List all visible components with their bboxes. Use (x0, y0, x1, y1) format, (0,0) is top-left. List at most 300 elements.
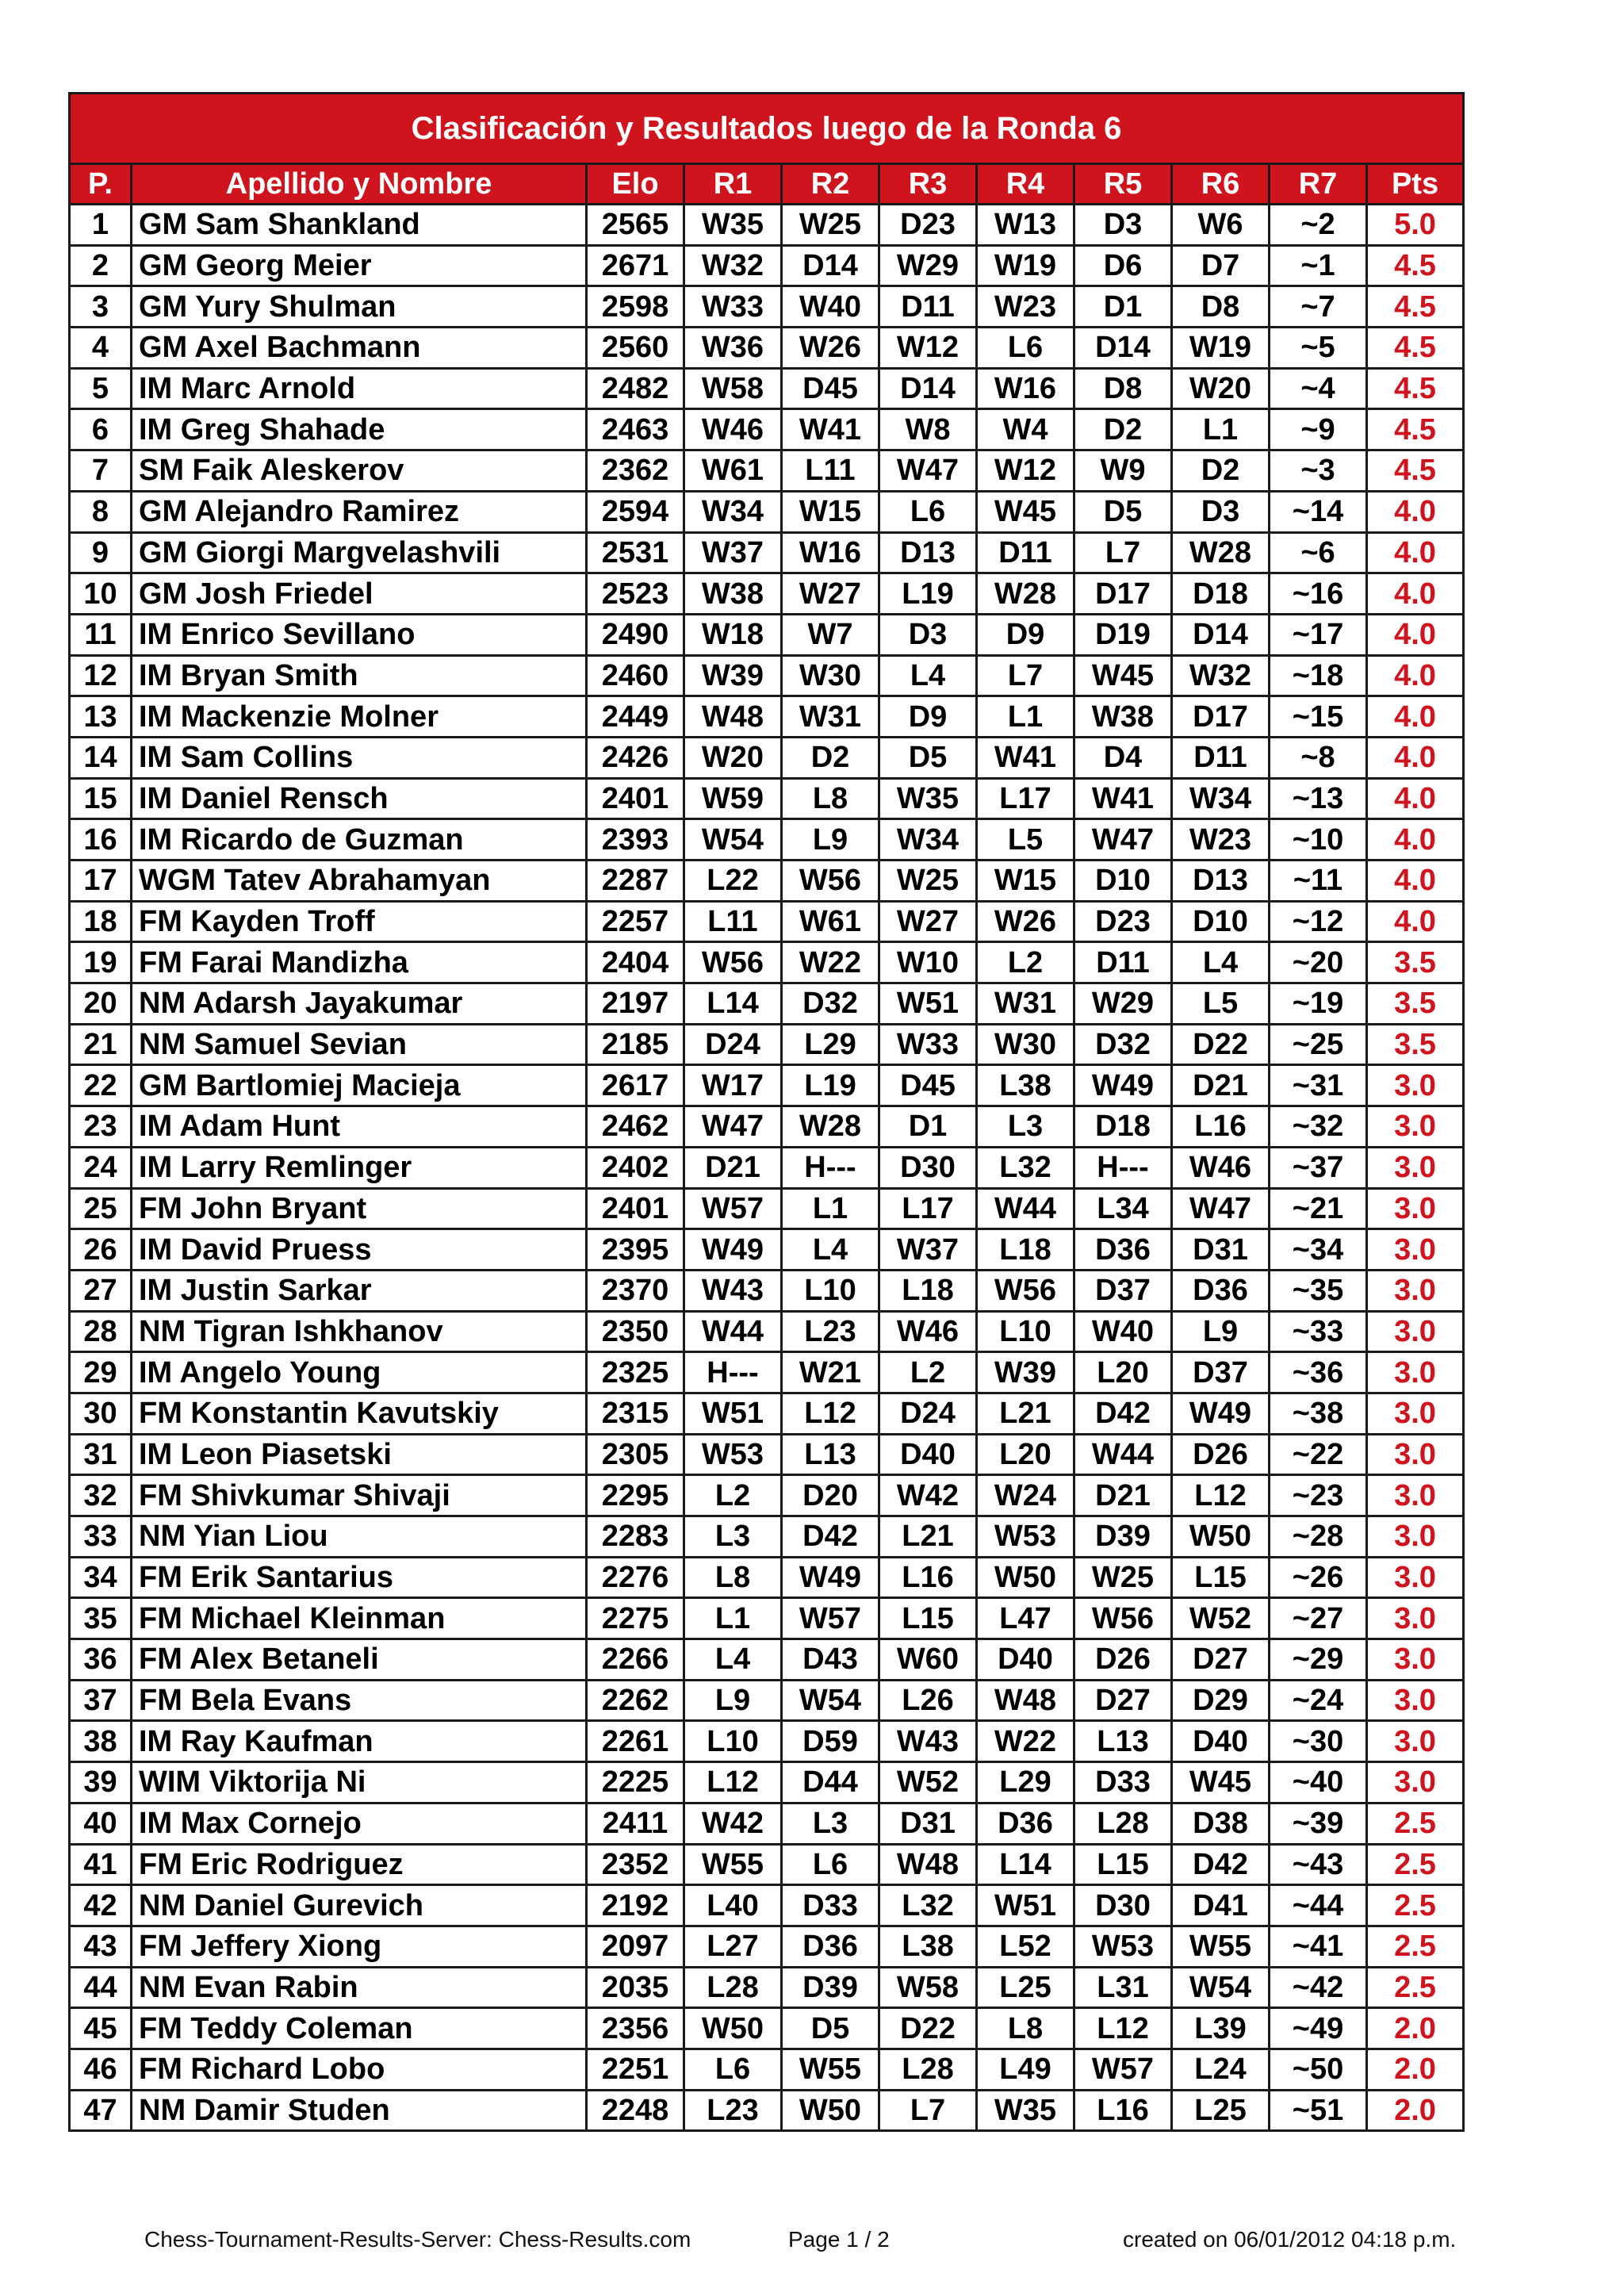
table-row (70, 1844, 1464, 1885)
table-row (70, 368, 1464, 409)
cell-round-4: L25 (977, 1967, 1074, 2008)
cell-position: 37 (70, 1680, 132, 1721)
cell-round-7: ~19 (1270, 983, 1367, 1025)
cell-name: WIM Viktorija Ni (132, 1762, 587, 1803)
cell-position: 6 (70, 409, 132, 450)
table-row (70, 696, 1464, 738)
cell-name: NM Evan Rabin (132, 1967, 587, 2008)
cell-round-5: D37 (1074, 1270, 1172, 1311)
cell-name: FM Konstantin Kavutskiy (132, 1393, 587, 1434)
cell-position: 20 (70, 983, 132, 1025)
cell-name: GM Georg Meier (132, 245, 587, 286)
cell-round-1: L11 (684, 901, 782, 942)
cell-round-1: W51 (684, 1393, 782, 1434)
cell-round-5: D21 (1074, 1475, 1172, 1516)
cell-position: 31 (70, 1434, 132, 1475)
cell-points: 2.0 (1367, 2008, 1464, 2049)
table-row (70, 1188, 1464, 1229)
cell-round-1: W43 (684, 1270, 782, 1311)
cell-points: 2.5 (1367, 1967, 1464, 2008)
cell-round-2: D14 (782, 245, 879, 286)
table-row (70, 655, 1464, 696)
cell-elo: 2325 (587, 1352, 684, 1393)
cell-position: 33 (70, 1516, 132, 1558)
cell-points: 4.5 (1367, 286, 1464, 328)
cell-round-6: D22 (1172, 1024, 1270, 1065)
cell-elo: 2426 (587, 737, 684, 778)
cell-round-6: L16 (1172, 1106, 1270, 1148)
cell-name: IM Greg Shahade (132, 409, 587, 450)
cell-round-5: W45 (1074, 655, 1172, 696)
cell-name: FM Erik Santarius (132, 1557, 587, 1598)
cell-round-7: ~26 (1270, 1557, 1367, 1598)
cell-round-5: W49 (1074, 1065, 1172, 1106)
cell-round-5: D3 (1074, 205, 1172, 246)
cell-round-3: W42 (879, 1475, 977, 1516)
cell-round-3: D5 (879, 737, 977, 778)
cell-round-7: ~13 (1270, 778, 1367, 819)
cell-round-4: L2 (977, 942, 1074, 983)
cell-position: 14 (70, 737, 132, 778)
cell-round-1: W42 (684, 1803, 782, 1844)
cell-elo: 2560 (587, 328, 684, 369)
cell-round-7: ~18 (1270, 655, 1367, 696)
cell-points: 4.5 (1367, 368, 1464, 409)
cell-round-6: D40 (1172, 1721, 1270, 1762)
cell-round-6: D36 (1172, 1270, 1270, 1311)
cell-round-2: L4 (782, 1229, 879, 1271)
cell-round-2: W16 (782, 532, 879, 573)
cell-name: GM Sam Shankland (132, 205, 587, 246)
cell-round-5: W41 (1074, 778, 1172, 819)
cell-round-4: L14 (977, 1844, 1074, 1885)
cell-round-1: L4 (684, 1639, 782, 1681)
cell-round-2: D42 (782, 1516, 879, 1558)
table-row (70, 1311, 1464, 1352)
cell-round-7: ~14 (1270, 491, 1367, 532)
cell-round-1: W46 (684, 409, 782, 450)
cell-round-3: W37 (879, 1229, 977, 1271)
table-row (70, 1147, 1464, 1188)
standings-rows (70, 205, 1464, 2131)
cell-position: 21 (70, 1024, 132, 1065)
cell-round-1: W58 (684, 368, 782, 409)
cell-name: IM Max Cornejo (132, 1803, 587, 1844)
cell-round-4: W30 (977, 1024, 1074, 1065)
cell-round-6: D27 (1172, 1639, 1270, 1681)
cell-position: 22 (70, 1065, 132, 1106)
cell-round-6: D21 (1172, 1065, 1270, 1106)
cell-elo: 2671 (587, 245, 684, 286)
cell-round-5: D23 (1074, 901, 1172, 942)
cell-round-2: W31 (782, 696, 879, 738)
cell-round-7: ~4 (1270, 368, 1367, 409)
cell-round-5: L20 (1074, 1352, 1172, 1393)
cell-round-7: ~42 (1270, 1967, 1367, 2008)
cell-points: 4.0 (1367, 778, 1464, 819)
cell-name: FM Bela Evans (132, 1680, 587, 1721)
cell-round-6: W20 (1172, 368, 1270, 409)
cell-round-6: D7 (1172, 245, 1270, 286)
cell-round-2: L3 (782, 1803, 879, 1844)
cell-round-6: W45 (1172, 1762, 1270, 1803)
cell-points: 4.0 (1367, 655, 1464, 696)
cell-round-3: W47 (879, 450, 977, 492)
cell-position: 47 (70, 2090, 132, 2131)
cell-elo: 2404 (587, 942, 684, 983)
table-row (70, 1885, 1464, 1926)
cell-round-3: L17 (879, 1188, 977, 1229)
cell-round-7: ~20 (1270, 942, 1367, 983)
cell-name: IM Bryan Smith (132, 655, 587, 696)
cell-elo: 2411 (587, 1803, 684, 1844)
cell-round-5: L34 (1074, 1188, 1172, 1229)
cell-round-2: W26 (782, 328, 879, 369)
cell-round-6: W32 (1172, 655, 1270, 696)
cell-position: 9 (70, 532, 132, 573)
cell-round-7: ~7 (1270, 286, 1367, 328)
cell-round-4: L18 (977, 1229, 1074, 1271)
cell-position: 39 (70, 1762, 132, 1803)
cell-round-2: D32 (782, 983, 879, 1025)
cell-round-1: L12 (684, 1762, 782, 1803)
cell-round-5: L16 (1074, 2090, 1172, 2131)
table-row (70, 1516, 1464, 1558)
cell-points: 4.5 (1367, 409, 1464, 450)
cell-round-5: D10 (1074, 861, 1172, 902)
cell-elo: 2283 (587, 1516, 684, 1558)
cell-position: 4 (70, 328, 132, 369)
table-row (70, 409, 1464, 450)
cell-elo: 2401 (587, 778, 684, 819)
cell-position: 45 (70, 2008, 132, 2049)
cell-round-3: L7 (879, 2090, 977, 2131)
cell-points: 4.0 (1367, 614, 1464, 655)
cell-round-6: W55 (1172, 1926, 1270, 1967)
cell-elo: 2261 (587, 1721, 684, 1762)
cell-name: GM Alejandro Ramirez (132, 491, 587, 532)
cell-name: FM Shivkumar Shivaji (132, 1475, 587, 1516)
cell-elo: 2362 (587, 450, 684, 492)
cell-round-5: D19 (1074, 614, 1172, 655)
cell-round-6: W19 (1172, 328, 1270, 369)
cell-round-3: D3 (879, 614, 977, 655)
table-row (70, 328, 1464, 369)
cell-points: 3.0 (1367, 1065, 1464, 1106)
cell-round-7: ~43 (1270, 1844, 1367, 1885)
cell-round-2: W57 (782, 1598, 879, 1639)
cell-round-4: L21 (977, 1393, 1074, 1434)
cell-elo: 2287 (587, 861, 684, 902)
cell-points: 3.5 (1367, 983, 1464, 1025)
cell-round-1: L2 (684, 1475, 782, 1516)
cell-round-6: L1 (1172, 409, 1270, 450)
table-row (70, 532, 1464, 573)
cell-round-1: W18 (684, 614, 782, 655)
cell-round-6: L12 (1172, 1475, 1270, 1516)
cell-elo: 2295 (587, 1475, 684, 1516)
cell-round-2: W49 (782, 1557, 879, 1598)
table-title-row (70, 94, 1464, 164)
cell-round-5: D36 (1074, 1229, 1172, 1271)
cell-points: 2.5 (1367, 1885, 1464, 1926)
cell-round-2: D44 (782, 1762, 879, 1803)
cell-points: 3.0 (1367, 1270, 1464, 1311)
column-header-round-2: R2 (782, 164, 879, 205)
cell-round-3: L19 (879, 573, 977, 615)
table-row (70, 1721, 1464, 1762)
cell-round-5: W38 (1074, 696, 1172, 738)
cell-round-3: L16 (879, 1557, 977, 1598)
cell-round-6: W47 (1172, 1188, 1270, 1229)
cell-position: 25 (70, 1188, 132, 1229)
cell-round-5: L12 (1074, 2008, 1172, 2049)
cell-round-3: W35 (879, 778, 977, 819)
cell-round-5: W9 (1074, 450, 1172, 492)
cell-round-4: L17 (977, 778, 1074, 819)
table-row (70, 614, 1464, 655)
cell-points: 3.0 (1367, 1106, 1464, 1148)
cell-points: 4.0 (1367, 737, 1464, 778)
cell-name: IM Larry Remlinger (132, 1147, 587, 1188)
cell-round-4: W23 (977, 286, 1074, 328)
cell-round-1: L8 (684, 1557, 782, 1598)
cell-position: 34 (70, 1557, 132, 1598)
table-row (70, 1967, 1464, 2008)
cell-round-3: W46 (879, 1311, 977, 1352)
cell-round-3: L18 (879, 1270, 977, 1311)
cell-position: 15 (70, 778, 132, 819)
cell-round-3: D24 (879, 1393, 977, 1434)
table-title: Clasificación y Resultados luego de la Ronda 6 (70, 94, 1464, 164)
cell-round-5: L15 (1074, 1844, 1172, 1885)
cell-round-2: L6 (782, 1844, 879, 1885)
cell-round-2: L12 (782, 1393, 879, 1434)
table-row (70, 1024, 1464, 1065)
cell-round-3: W25 (879, 861, 977, 902)
cell-round-3: L4 (879, 655, 977, 696)
table-row (70, 1229, 1464, 1271)
cell-points: 4.0 (1367, 861, 1464, 902)
cell-round-4: L32 (977, 1147, 1074, 1188)
column-header-round-4: R4 (977, 164, 1074, 205)
cell-round-2: L8 (782, 778, 879, 819)
cell-round-6: L9 (1172, 1311, 1270, 1352)
cell-round-4: L7 (977, 655, 1074, 696)
cell-elo: 2035 (587, 1967, 684, 2008)
cell-name: NM Daniel Gurevich (132, 1885, 587, 1926)
cell-round-7: ~11 (1270, 861, 1367, 902)
cell-round-1: W56 (684, 942, 782, 983)
cell-round-5: D39 (1074, 1516, 1172, 1558)
cell-round-2: L11 (782, 450, 879, 492)
table-row (70, 1557, 1464, 1598)
cell-points: 2.0 (1367, 2049, 1464, 2090)
column-header-name: Apellido y Nombre (132, 164, 587, 205)
cell-round-5: D32 (1074, 1024, 1172, 1065)
cell-points: 4.0 (1367, 696, 1464, 738)
cell-round-5: D26 (1074, 1639, 1172, 1681)
cell-round-6: D14 (1172, 614, 1270, 655)
cell-position: 27 (70, 1270, 132, 1311)
cell-name: GM Josh Friedel (132, 573, 587, 615)
column-header-round-1: R1 (684, 164, 782, 205)
cell-round-2: W21 (782, 1352, 879, 1393)
cell-position: 35 (70, 1598, 132, 1639)
cell-round-1: L40 (684, 1885, 782, 1926)
cell-round-1: D21 (684, 1147, 782, 1188)
standings-table (68, 92, 1465, 2132)
cell-name: GM Yury Shulman (132, 286, 587, 328)
cell-round-6: D2 (1172, 450, 1270, 492)
cell-round-3: D11 (879, 286, 977, 328)
cell-elo: 2097 (587, 1926, 684, 1967)
cell-round-7: ~39 (1270, 1803, 1367, 1844)
cell-round-4: W12 (977, 450, 1074, 492)
cell-round-7: ~32 (1270, 1106, 1367, 1148)
cell-round-5: W44 (1074, 1434, 1172, 1475)
cell-position: 42 (70, 1885, 132, 1926)
cell-round-3: W8 (879, 409, 977, 450)
column-header-elo: Elo (587, 164, 684, 205)
cell-round-5: W25 (1074, 1557, 1172, 1598)
table-row (70, 737, 1464, 778)
cell-round-2: L19 (782, 1065, 879, 1106)
cell-points: 3.5 (1367, 942, 1464, 983)
cell-name: FM Eric Rodriguez (132, 1844, 587, 1885)
cell-name: FM John Bryant (132, 1188, 587, 1229)
cell-points: 3.0 (1367, 1229, 1464, 1271)
cell-round-4: W44 (977, 1188, 1074, 1229)
cell-points: 4.0 (1367, 573, 1464, 615)
cell-round-4: W4 (977, 409, 1074, 450)
table-row (70, 2008, 1464, 2049)
cell-round-4: L38 (977, 1065, 1074, 1106)
cell-round-2: D39 (782, 1967, 879, 2008)
cell-round-1: W34 (684, 491, 782, 532)
cell-position: 44 (70, 1967, 132, 2008)
cell-round-6: D29 (1172, 1680, 1270, 1721)
cell-name: GM Giorgi Margvelashvili (132, 532, 587, 573)
cell-points: 3.0 (1367, 1393, 1464, 1434)
cell-round-2: D5 (782, 2008, 879, 2049)
cell-elo: 2523 (587, 573, 684, 615)
cell-round-4: W51 (977, 1885, 1074, 1926)
cell-round-5: D11 (1074, 942, 1172, 983)
cell-round-6: W49 (1172, 1393, 1270, 1434)
cell-round-3: D45 (879, 1065, 977, 1106)
cell-round-4: W53 (977, 1516, 1074, 1558)
table-row (70, 1762, 1464, 1803)
cell-round-1: W50 (684, 2008, 782, 2049)
cell-round-6: D41 (1172, 1885, 1270, 1926)
cell-round-1: D24 (684, 1024, 782, 1065)
cell-name: FM Teddy Coleman (132, 2008, 587, 2049)
cell-round-4: L8 (977, 2008, 1074, 2049)
cell-round-5: W47 (1074, 819, 1172, 861)
cell-elo: 2185 (587, 1024, 684, 1065)
cell-name: IM Sam Collins (132, 737, 587, 778)
cell-round-7: ~49 (1270, 2008, 1367, 2049)
cell-position: 38 (70, 1721, 132, 1762)
cell-elo: 2248 (587, 2090, 684, 2131)
cell-round-1: L9 (684, 1680, 782, 1721)
cell-round-4: L6 (977, 328, 1074, 369)
cell-round-4: W13 (977, 205, 1074, 246)
cell-round-1: W47 (684, 1106, 782, 1148)
table-row (70, 1926, 1464, 1967)
cell-points: 4.5 (1367, 328, 1464, 369)
cell-position: 13 (70, 696, 132, 738)
cell-elo: 2276 (587, 1557, 684, 1598)
cell-points: 3.0 (1367, 1762, 1464, 1803)
cell-points: 3.0 (1367, 1434, 1464, 1475)
cell-round-1: W55 (684, 1844, 782, 1885)
cell-round-3: W10 (879, 942, 977, 983)
cell-round-5: D42 (1074, 1393, 1172, 1434)
cell-round-6: L15 (1172, 1557, 1270, 1598)
cell-position: 32 (70, 1475, 132, 1516)
cell-points: 4.0 (1367, 901, 1464, 942)
cell-points: 3.0 (1367, 1352, 1464, 1393)
cell-round-2: D43 (782, 1639, 879, 1681)
cell-name: IM David Pruess (132, 1229, 587, 1271)
cell-round-4: L47 (977, 1598, 1074, 1639)
cell-round-3: D14 (879, 368, 977, 409)
cell-round-3: D31 (879, 1803, 977, 1844)
cell-points: 4.0 (1367, 532, 1464, 573)
cell-round-4: L10 (977, 1311, 1074, 1352)
cell-round-2: W41 (782, 409, 879, 450)
cell-round-5: W40 (1074, 1311, 1172, 1352)
cell-round-7: ~51 (1270, 2090, 1367, 2131)
cell-round-3: W43 (879, 1721, 977, 1762)
cell-points: 3.0 (1367, 1475, 1464, 1516)
cell-points: 3.0 (1367, 1680, 1464, 1721)
cell-round-3: D22 (879, 2008, 977, 2049)
cell-elo: 2356 (587, 2008, 684, 2049)
cell-name: IM Marc Arnold (132, 368, 587, 409)
cell-position: 43 (70, 1926, 132, 1967)
cell-elo: 2490 (587, 614, 684, 655)
cell-points: 4.5 (1367, 450, 1464, 492)
cell-round-3: W12 (879, 328, 977, 369)
table-row (70, 450, 1464, 492)
cell-round-1: W37 (684, 532, 782, 573)
cell-elo: 2370 (587, 1270, 684, 1311)
table-row (70, 1270, 1464, 1311)
cell-round-4: D36 (977, 1803, 1074, 1844)
cell-elo: 2352 (587, 1844, 684, 1885)
cell-round-7: ~22 (1270, 1434, 1367, 1475)
cell-elo: 2482 (587, 368, 684, 409)
cell-elo: 2460 (587, 655, 684, 696)
cell-elo: 2449 (587, 696, 684, 738)
cell-round-7: ~2 (1270, 205, 1367, 246)
table-row (70, 983, 1464, 1025)
cell-elo: 2393 (587, 819, 684, 861)
cell-round-1: W49 (684, 1229, 782, 1271)
cell-round-2: W25 (782, 205, 879, 246)
cell-round-2: W27 (782, 573, 879, 615)
cell-elo: 2594 (587, 491, 684, 532)
cell-name: NM Adarsh Jayakumar (132, 983, 587, 1025)
cell-points: 4.0 (1367, 819, 1464, 861)
cell-round-6: L39 (1172, 2008, 1270, 2049)
cell-round-4: L49 (977, 2049, 1074, 2090)
cell-round-4: W15 (977, 861, 1074, 902)
cell-name: FM Jeffery Xiong (132, 1926, 587, 1967)
